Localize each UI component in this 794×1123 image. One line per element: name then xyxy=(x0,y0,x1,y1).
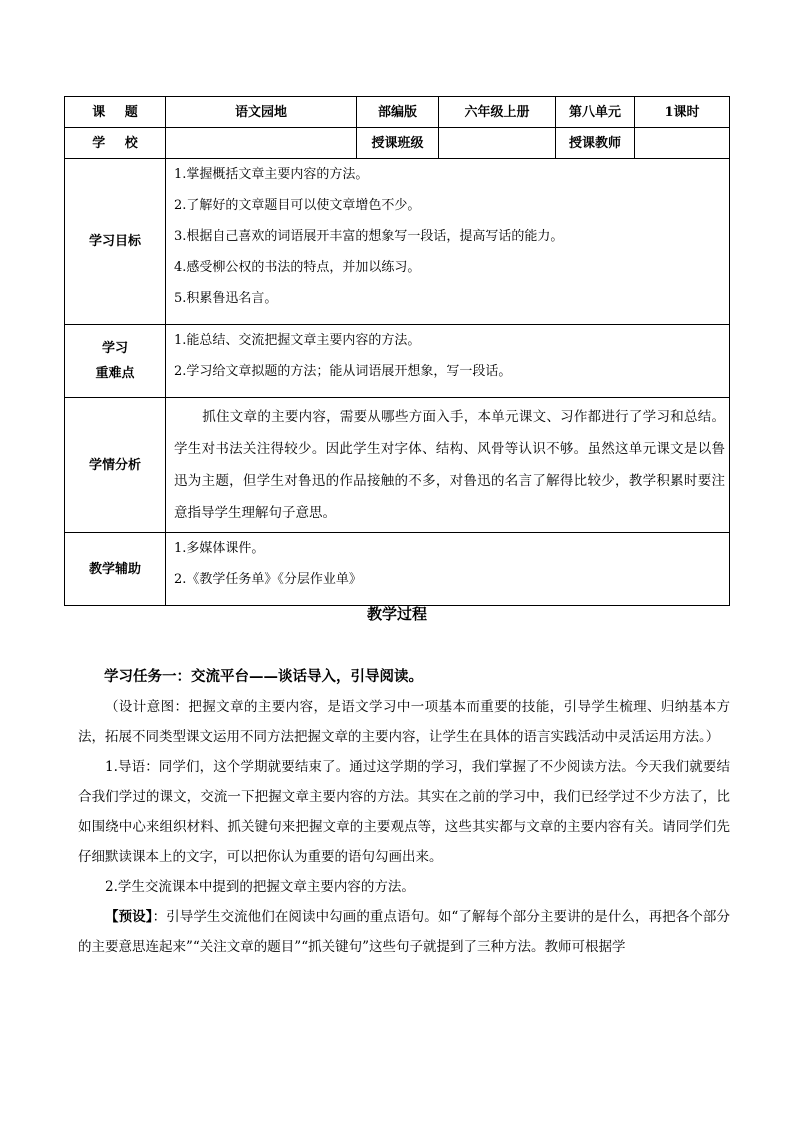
objective-item: 4.感受柳公权的书法的特点，并加以练习。 xyxy=(174,260,421,275)
table-row-objectives xyxy=(65,159,730,325)
aid-item: 2.《教学任务单》《分层作业单》 xyxy=(174,572,362,587)
school-label: 学 校 xyxy=(65,128,166,159)
key-points-label: 学习 重难点 xyxy=(65,325,166,398)
table-row-aids xyxy=(65,533,730,606)
table-row-analysis xyxy=(65,398,730,533)
class-label: 授课班级 xyxy=(357,128,439,159)
aid-item: 1.多媒体课件。 xyxy=(174,541,265,556)
school-value xyxy=(166,128,357,159)
lesson-info-table xyxy=(64,96,730,606)
preset-paragraph xyxy=(78,902,730,962)
objectives-list xyxy=(166,159,729,324)
preset-text: ：引导学生交流他们在阅读中勾画的重点语句。如“了解每个部分主要讲的是什么，再把各个部分的主要意思连起来”“关注文章的题目”“抓关键句”这些句子就提到了三种方法。教师可根据学 xyxy=(78,909,731,955)
objective-item: 1.掌握概括文章主要内容的方法。 xyxy=(174,167,369,182)
key-point-item: 2.学习给文章拟题的方法；能从词语展开想象，写一段话。 xyxy=(174,364,512,379)
table-row-key-points xyxy=(65,325,730,398)
analysis-text: 抓住文章的主要内容，需要从哪些方面入手，本单元课文、习作都进行了学习和总结。学生对书法关注得较少。因此学生对字体、结构、风骨等认识不够。虽然这单元课文是以鲁迅为主题，但学生对鲁迅的作品接触的不多，对鲁迅的名言了解得比较少，教学积累时要注意指导学生理解句子意思。 xyxy=(174,409,725,521)
key-point-item: 1.能总结、交流把握文章主要内容的方法。 xyxy=(174,333,421,348)
edition-cell: 部编版 xyxy=(357,97,439,128)
class-value xyxy=(439,128,556,159)
table-row-school xyxy=(65,128,730,159)
periods-cell: 1课时 xyxy=(635,97,730,128)
key-points-list xyxy=(166,325,729,397)
preset-label: 【预设】 xyxy=(105,909,153,925)
design-intent: （设计意图：把握文章的主要内容，是语文学习中一项基本而重要的技能，引导学生梳理、归纳基本方法，拓展不同类型课文运用不同方法把握文章的主要内容，让学生在具体的语言实践活动中灵活运用方法。） xyxy=(78,699,730,745)
topic-label: 课 题 xyxy=(65,97,166,128)
aids-label: 教学辅助 xyxy=(65,533,166,606)
key-points-content xyxy=(166,325,730,398)
aids-list xyxy=(166,533,729,605)
aids-content xyxy=(166,533,730,606)
analysis-content xyxy=(166,398,730,533)
process-body xyxy=(78,662,730,962)
objective-item: 3.根据自己喜欢的词语展开丰富的想象写一段话，提高写话的能力。 xyxy=(174,229,564,244)
objectives-content xyxy=(166,159,730,325)
task-heading: 学习任务一：交流平台——谈话导入，引导阅读。 xyxy=(104,668,423,685)
objective-item: 2.了解好的文章题目可以使文章增色不少。 xyxy=(174,198,421,213)
objective-item: 5.积累鲁迅名言。 xyxy=(174,291,278,306)
step-2: 2.学生交流课本中提到的把握文章主要内容的方法。 xyxy=(105,879,415,895)
teacher-value xyxy=(635,128,730,159)
grade-cell: 六年级上册 xyxy=(439,97,556,128)
analysis-label: 学情分析 xyxy=(65,398,166,533)
table-row-topic xyxy=(65,97,730,128)
objectives-label: 学习目标 xyxy=(65,159,166,325)
teacher-label: 授课教师 xyxy=(556,128,635,159)
subject-cell: 语文园地 xyxy=(166,97,357,128)
step-1: 1.导语：同学们，这个学期就要结束了。通过这学期的学习，我们掌握了不少阅读方法。今天我们就要结合我们学过的课文，交流一下把握文章主要内容的方法。其实在之前的学习中，我们已经学过不少方法了，比如围绕中心来组织材料、抓关键句来把握文章的主要观点等，这些其实都与文章的主要内容有关。请同学们先仔细默读课本上的文字，可以把你认为重要的语句勾画出来。 xyxy=(78,759,730,865)
process-title: 教学过程 xyxy=(366,605,427,623)
unit-cell: 第八单元 xyxy=(556,97,635,128)
